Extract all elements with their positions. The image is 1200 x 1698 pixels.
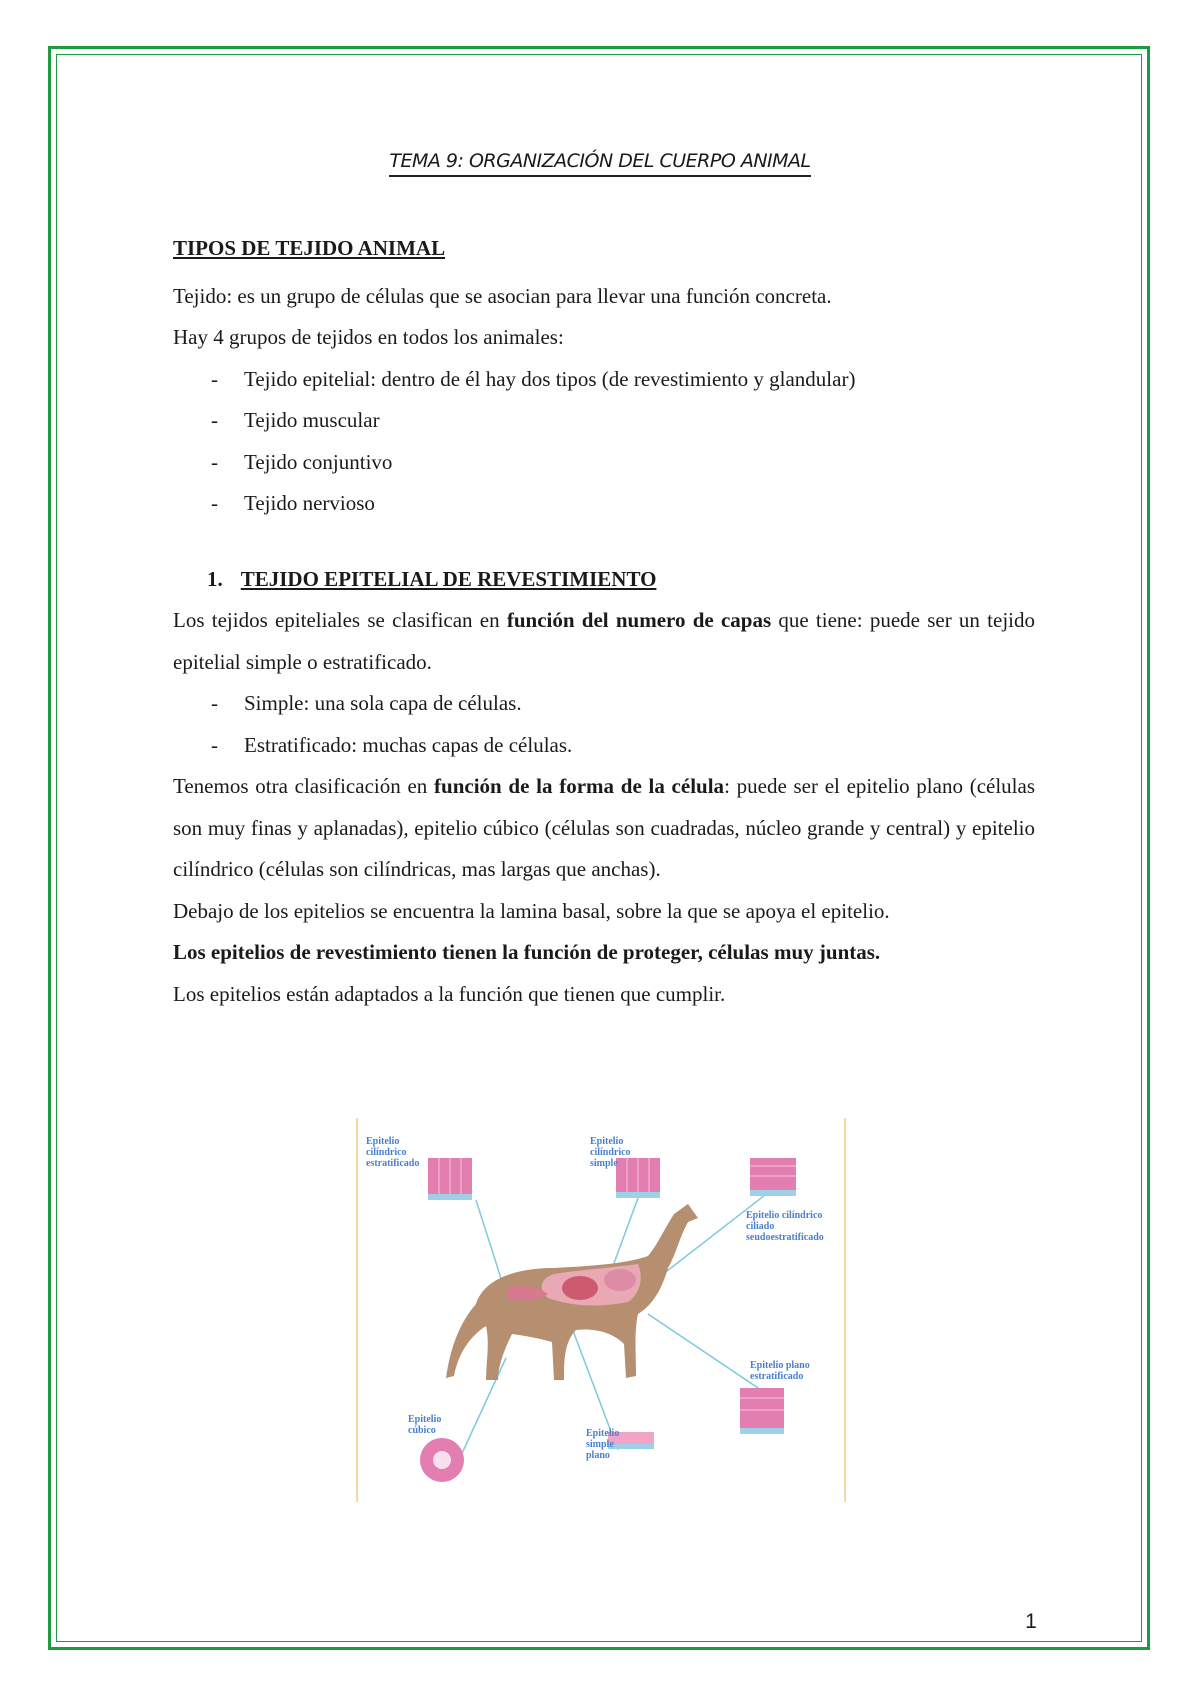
list-item: - Estratificado: muchas capas de células.	[173, 725, 1035, 767]
page-number: 1	[1025, 1610, 1037, 1633]
label-plano-estrat: Epitelio plano estratificado	[750, 1360, 810, 1382]
document-body	[173, 228, 1035, 1015]
paragraph-layers: Los tejidos epiteliales se clasifican en función del numero de capas que tiene: puede ser un tejido epitelial simple o estratificado.	[173, 608, 1035, 674]
list-item: - Simple: una sola capa de células.	[173, 683, 1035, 725]
tissue-cil-simple-icon	[616, 1158, 660, 1198]
list-item: - Tejido epitelial: dentro de él hay dos tipos (de revestimiento y glandular)	[173, 359, 1035, 401]
layers-list	[173, 683, 1035, 766]
tissue-definition: Tejido: es un grupo de células que se asocian para llevar una función concreta.	[173, 283, 832, 308]
label-cil-simple: Epitelio cilíndrico simple	[590, 1136, 631, 1169]
paragraph-basal-lamina: Debajo de los epitelios se encuentra la lamina basal, sobre la que se apoya el epitelio.	[173, 898, 890, 923]
label-cil-ciliado: Epitelio cilíndrico ciliado seudoestratificado	[746, 1210, 824, 1243]
tissue-groups-list	[173, 359, 1035, 525]
list-item: - Tejido muscular	[173, 400, 1035, 442]
tissue-plano-estrat-icon	[740, 1388, 784, 1434]
tissue-cubico-icon	[420, 1438, 464, 1482]
tissue-cil-estrat-icon	[428, 1158, 472, 1200]
groups-intro: Hay 4 grupos de tejidos en todos los animales:	[173, 325, 564, 349]
wolf-icon	[446, 1204, 698, 1380]
tissue-cil-ciliado-icon	[750, 1158, 796, 1196]
label-simple-plano: Epitelio simple plano	[586, 1428, 620, 1461]
label-cil-estrat: Epitelio cilíndrico estratificado	[366, 1136, 420, 1169]
epithelium-figure	[356, 1118, 846, 1502]
subsection-title: TEJIDO EPITELIAL DE REVESTIMIENTO	[240, 566, 657, 591]
wolf-epithelium-illustration	[358, 1118, 844, 1502]
list-item: - Tejido conjuntivo	[173, 442, 1035, 484]
paragraph-shape: Tenemos otra clasificación en función de la forma de la célula: puede ser el epitelio plano (células son muy finas y aplanadas), epitelio cúbico (células son cuadradas, núcleo grande y central) y epitelio cilíndrico (células son cilíndricas, mas largas que anchas).	[173, 774, 1035, 881]
subsection-number: 1.	[207, 566, 223, 591]
document-title: TEMA 9: ORGANIZACIÓN DEL CUERPO ANIMAL	[0, 150, 1200, 172]
subsection-heading	[173, 559, 1035, 601]
label-cubico: Epitelio cúbico	[408, 1414, 442, 1436]
section-heading: TIPOS DE TEJIDO ANIMAL	[173, 236, 446, 260]
list-item: - Tejido nervioso	[173, 483, 1035, 525]
paragraph-adaptation: Los epitelios están adaptados a la función que tienen que cumplir.	[173, 981, 726, 1006]
paragraph-function-bold: Los epitelios de revestimiento tienen la función de proteger, células muy juntas.	[173, 940, 881, 964]
